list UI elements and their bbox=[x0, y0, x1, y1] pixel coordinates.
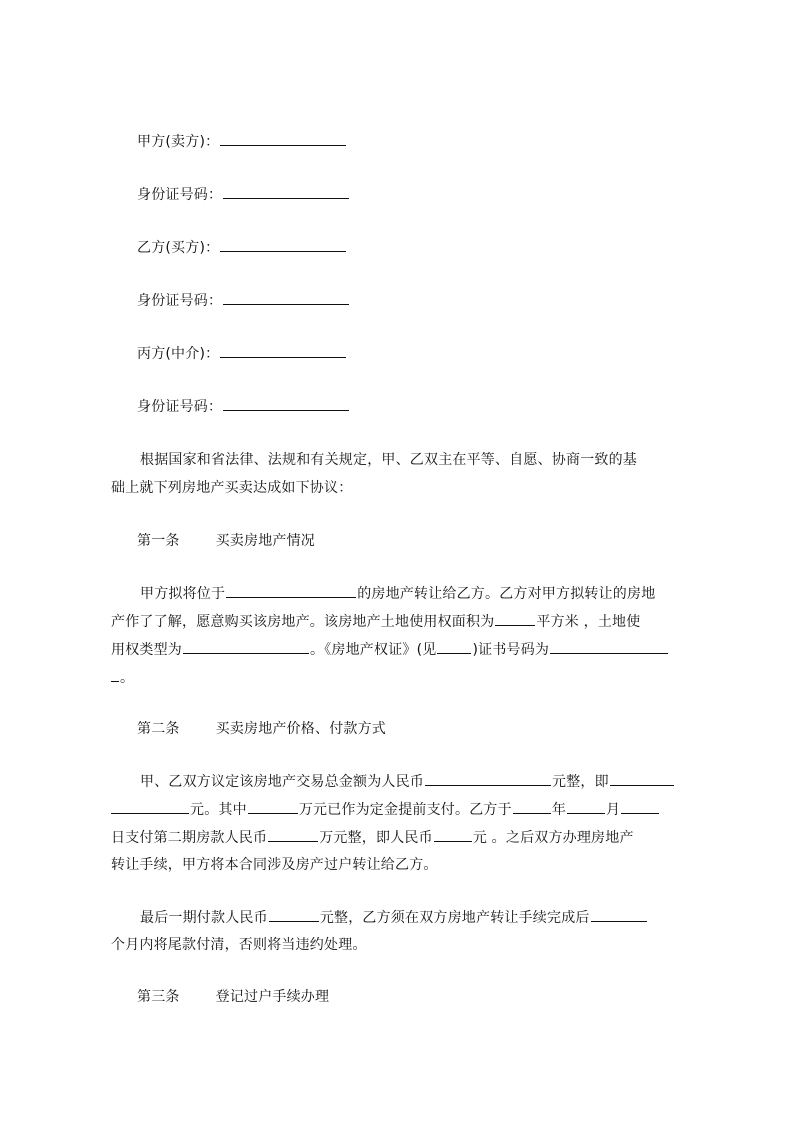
buyer-blank bbox=[220, 237, 346, 252]
area-blank bbox=[495, 611, 535, 626]
article1-number: 第一条 bbox=[137, 533, 180, 549]
month-blank bbox=[567, 799, 605, 814]
seller-blank bbox=[220, 131, 346, 146]
article2-text-a: 甲、乙双方议定该房地产交易总金额为人民币 bbox=[140, 774, 424, 790]
agent-id-line bbox=[137, 396, 350, 417]
article1-line-3 bbox=[111, 639, 669, 660]
seller-label: 甲方(卖方)： bbox=[137, 134, 220, 150]
buyer-id-line bbox=[137, 290, 350, 311]
land-type-blank bbox=[183, 639, 309, 654]
article1-title: 买卖房地产情况 bbox=[215, 533, 316, 549]
article2-text-h: 最后一期付款人民币 bbox=[140, 910, 268, 926]
total-amount-words-blank-cont bbox=[111, 799, 189, 814]
article2-text-i: 元整，乙方须在双方房地产转让手续完成后 bbox=[319, 910, 590, 926]
article1-text-a: 甲方拟将位于 bbox=[140, 586, 226, 602]
article2-p2-line-2: 个月内将尾款付清，否则将当违约处理。 bbox=[111, 937, 367, 953]
article2-p1-line-1 bbox=[140, 771, 675, 792]
article2-p1-line-3 bbox=[111, 827, 634, 848]
certificate-number-blank bbox=[550, 639, 668, 654]
seller-line bbox=[137, 131, 347, 152]
article2-heading bbox=[137, 719, 386, 739]
months-blank bbox=[591, 907, 647, 922]
seller-id-label: 身份证号码： bbox=[137, 187, 223, 203]
article2-text-e: 日支付第二期房款人民币 bbox=[111, 830, 268, 846]
article2-p1-line-2 bbox=[111, 799, 660, 820]
article1-text-b: 的房地产转让给乙方。乙方对甲方拟转让的房地 bbox=[357, 586, 656, 602]
agent-id-blank bbox=[223, 396, 349, 411]
final-payment-blank bbox=[269, 907, 319, 922]
seller-id-blank bbox=[223, 184, 349, 199]
buyer-id-blank bbox=[223, 290, 349, 305]
certificate-number-blank-cont bbox=[111, 667, 119, 682]
article1-line-1 bbox=[140, 583, 655, 604]
buyer-id-label: 身份证号码： bbox=[137, 293, 223, 309]
buyer-label: 乙方(买方)： bbox=[137, 240, 220, 256]
article2-text-g: 元 。之后双方办理房地产 bbox=[472, 830, 634, 846]
article1-text-e: 用权类型为 bbox=[111, 642, 182, 658]
article2-number: 第二条 bbox=[137, 721, 180, 737]
article1-text-h: 。 bbox=[120, 670, 135, 686]
article1-text-c: 产作了了解，愿意购买该房地产。该房地产土地使用权面积为 bbox=[111, 614, 495, 630]
article1-text-f: 。《房地产权证》(见 bbox=[310, 642, 437, 658]
seller-id-line bbox=[137, 184, 350, 205]
article3-title: 登记过户手续办理 bbox=[215, 989, 330, 1005]
article1-heading bbox=[137, 531, 315, 551]
certificate-ref-blank bbox=[437, 639, 471, 654]
article1-line-2 bbox=[111, 611, 640, 632]
article2-text-f: 万元整，即人民币 bbox=[319, 830, 433, 846]
total-amount-blank bbox=[425, 771, 551, 786]
article1-text-d: 平方米 ，土地使 bbox=[536, 614, 641, 630]
article3-number: 第三条 bbox=[137, 989, 180, 1005]
deposit-blank bbox=[248, 799, 298, 814]
buyer-line bbox=[137, 237, 347, 258]
article3-heading bbox=[137, 987, 329, 1007]
second-payment-blank bbox=[268, 827, 318, 842]
location-blank bbox=[226, 583, 356, 598]
article2-text-c: 元。其中 bbox=[190, 802, 247, 818]
article2-text-d: 万元已作为定金提前支付。乙方于 bbox=[298, 802, 512, 818]
article2-p2-line-1 bbox=[140, 907, 648, 928]
second-payment-words-blank bbox=[434, 827, 472, 842]
year-blank bbox=[513, 799, 551, 814]
article2-text-b: 元整，即 bbox=[552, 774, 609, 790]
article1-line-4 bbox=[111, 667, 134, 688]
article1-text-g: )证书号码为 bbox=[472, 642, 550, 658]
total-amount-words-blank bbox=[610, 771, 674, 786]
article2-title: 买卖房地产价格、付款方式 bbox=[215, 721, 387, 737]
preamble-line-2: 础上就下列房地产买卖达成如下协议： bbox=[111, 480, 353, 496]
month-label: 月 bbox=[606, 802, 621, 818]
agent-id-label: 身份证号码： bbox=[137, 399, 223, 415]
agent-blank bbox=[220, 343, 346, 358]
agent-line bbox=[137, 343, 347, 364]
agent-label: 丙方(中介)： bbox=[137, 346, 220, 362]
article2-p1-line-4: 转让手续，甲方将本合同涉及房产过户转让给乙方。 bbox=[111, 857, 438, 873]
year-label: 年 bbox=[551, 802, 567, 818]
day-blank bbox=[621, 799, 659, 814]
preamble-line-1: 根据国家和省法律、法规和有关规定，甲、乙双主在平等、自愿、协商一致的基 bbox=[140, 452, 637, 468]
